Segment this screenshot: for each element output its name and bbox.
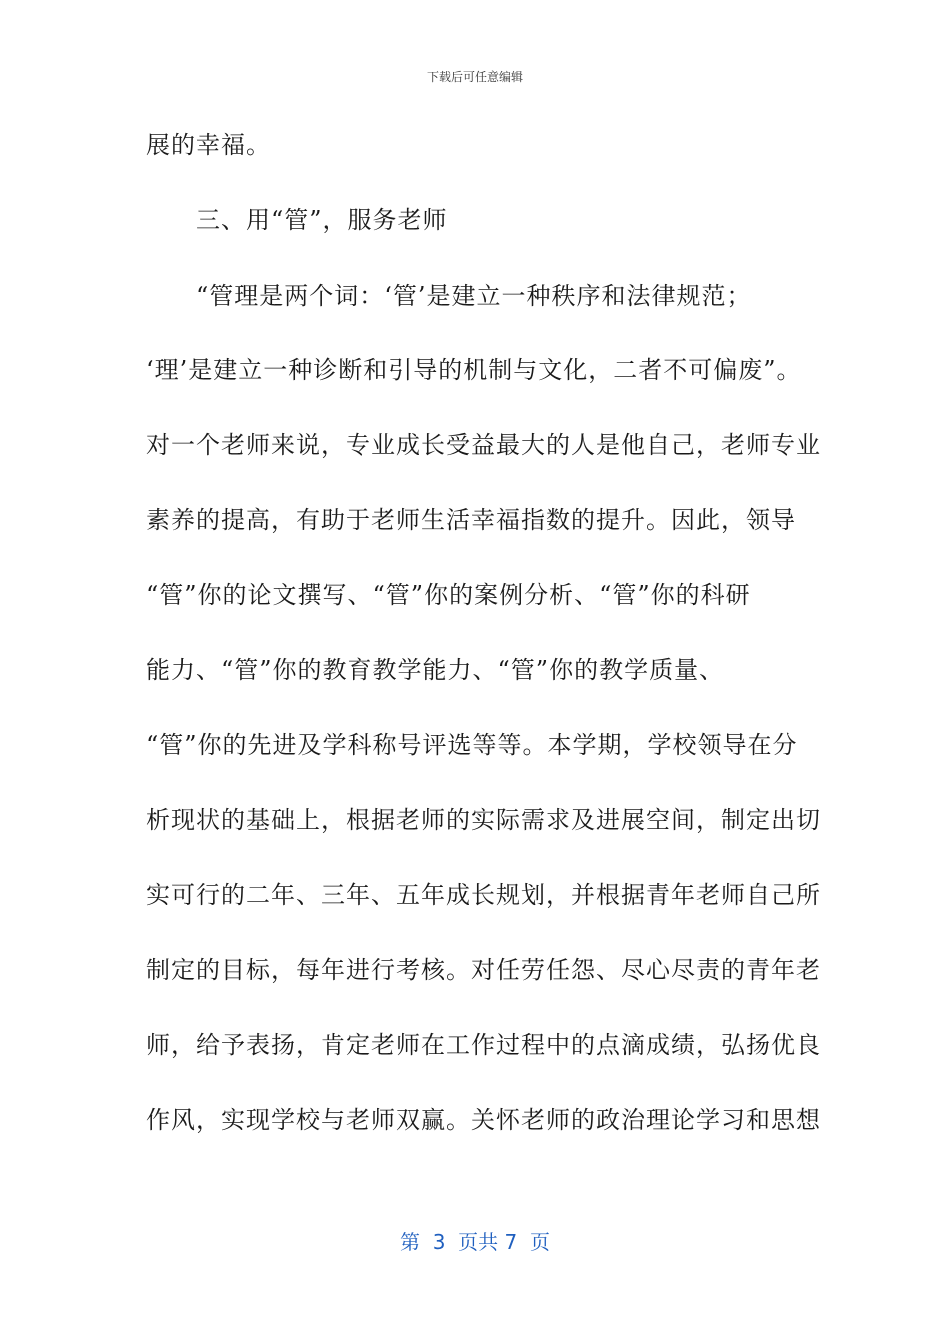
- body-line: ‘理’是建立一种诊断和引导的机制与文化，二者不可偏废”。: [146, 356, 802, 384]
- body-line: 制定的目标，每年进行考核。对任劳任怨、尽心尽责的青年老: [146, 956, 821, 984]
- body-line: “管”你的论文撰写、“管”你的案例分析、“管”你的科研: [146, 581, 751, 609]
- section-heading: 三、用“管”，服务老师: [146, 206, 448, 234]
- body-line: 展的幸福。: [146, 131, 271, 159]
- page-number: 第 3 页共 7 页: [400, 1230, 550, 1254]
- header-note: 下载后可任意编辑: [426, 70, 523, 84]
- body-line: 素养的提高，有助于老师生活幸福指数的提升。因此，领导: [146, 506, 796, 534]
- body-line: 能力、“管”你的教育教学能力、“管”你的教学质量、: [146, 656, 725, 684]
- body-line: 实可行的二年、三年、五年成长规划，并根据青年老师自己所: [146, 881, 821, 909]
- body-line: 析现状的基础上，根据老师的实际需求及进展空间，制定出切: [146, 806, 821, 834]
- body-line: 师，给予表扬，肯定老师在工作过程中的点滴成绩，弘扬优良: [146, 1031, 821, 1059]
- body-line: 作风，实现学校与老师双赢。关怀老师的政治理论学习和思想: [146, 1106, 821, 1134]
- body-line: 对一个老师来说，专业成长受益最大的人是他自己，老师专业: [146, 431, 821, 459]
- body-line: “管理是两个词：‘管’是建立一种秩序和法律规范；: [146, 282, 752, 310]
- body-line: “管”你的先进及学科称号评选等等。本学期，学校领导在分: [146, 731, 798, 759]
